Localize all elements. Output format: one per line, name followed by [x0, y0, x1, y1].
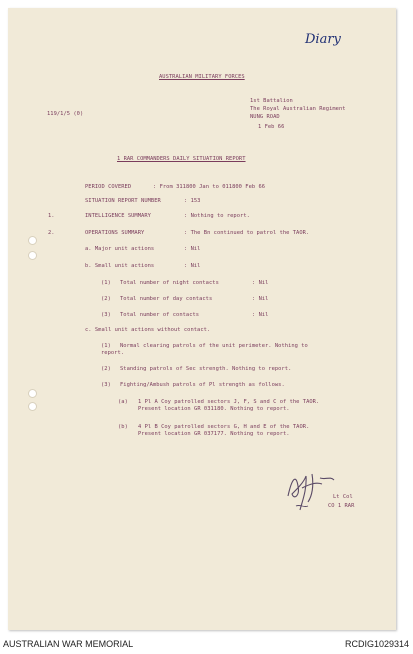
- footer-institution: AUSTRALIAN WAR MEMORIAL: [3, 639, 134, 649]
- signatory-rank: Lt Col: [333, 494, 353, 500]
- subitem-number: (1): [101, 280, 111, 286]
- major-unit-actions-label: a. Major unit actions: [85, 246, 155, 252]
- a-coy-patrol-text: 1 Pl A Coy patrolled sectors J, F, S and C of the TAOR.: [138, 399, 320, 405]
- clearing-patrols-text: Normal clearing patrols of the unit perimeter. Nothing to: [120, 343, 308, 349]
- handwritten-annotation: Diary: [305, 32, 341, 47]
- subitem-number: (3): [101, 382, 111, 388]
- document-heading: AUSTRALIAN MILITARY FORCES: [159, 74, 245, 80]
- subitem-letter: (b): [118, 424, 128, 430]
- item-number: 1.: [48, 213, 55, 219]
- punch-hole: [28, 389, 37, 398]
- major-unit-actions-value: : Nil: [184, 246, 201, 252]
- night-contacts-label: Total number of night contacts: [120, 280, 219, 286]
- intelligence-summary-label: INTELLIGENCE SUMMARY: [85, 213, 151, 219]
- signatory-appointment: CO 1 RAR: [328, 503, 355, 509]
- unit-line-3: NUNG ROAD: [250, 114, 280, 120]
- unit-line-2: The Royal Australian Regiment: [250, 106, 346, 112]
- document-page: [8, 8, 396, 630]
- b-coy-patrol-text-cont: Present location GR 037177. Nothing to report.: [138, 431, 290, 437]
- operations-summary-value: : The Bn continued to patrol the TAOR.: [184, 230, 310, 236]
- subitem-number: (1): [101, 343, 111, 349]
- day-contacts-label: Total number of day contacts: [120, 296, 213, 302]
- operations-summary-label: OPERATIONS SUMMARY: [85, 230, 145, 236]
- report-number-value: : 153: [184, 198, 201, 204]
- ambush-patrols-text: Fighting/Ambush patrols of Pl strength as follows.: [120, 382, 285, 388]
- small-unit-actions-label: b. Small unit actions: [85, 263, 155, 269]
- subitem-number: (2): [101, 296, 111, 302]
- clearing-patrols-text-cont: report.: [101, 350, 125, 356]
- report-number-label: SITUATION REPORT NUMBER: [85, 198, 161, 204]
- unit-line-1: 1st Battalion: [250, 98, 293, 104]
- total-contacts-value: : Nil: [252, 312, 269, 318]
- punch-hole: [28, 402, 37, 411]
- subitem-number: (3): [101, 312, 111, 318]
- actions-without-contact-label: c. Small unit actions without contact.: [85, 327, 211, 333]
- subitem-letter: (a): [118, 399, 128, 405]
- total-contacts-label: Total number of contacts: [120, 312, 200, 318]
- small-unit-actions-value: : Nil: [184, 263, 201, 269]
- punch-hole: [28, 251, 37, 260]
- standing-patrols-text: Standing patrols of Sec strength. Nothing to report.: [120, 366, 292, 372]
- b-coy-patrol-text: 4 Pl B Coy patrolled sectors G, H and E of the TAOR.: [138, 424, 310, 430]
- a-coy-patrol-text-cont: Present location GR 031180. Nothing to report.: [138, 406, 290, 412]
- period-label: PERIOD COVERED: [85, 184, 132, 190]
- report-title: 1 RAR COMMANDERS DAILY SITUATION REPORT: [117, 156, 246, 162]
- punch-hole: [28, 236, 37, 245]
- subitem-number: (2): [101, 366, 111, 372]
- night-contacts-value: : Nil: [252, 280, 269, 286]
- day-contacts-value: : Nil: [252, 296, 269, 302]
- intelligence-summary-value: : Nothing to report.: [184, 213, 250, 219]
- file-reference: 119/1/5 (0): [47, 111, 84, 117]
- document-date: 1 Feb 66: [258, 124, 285, 130]
- footer-record-id: RCDIG1029314: [344, 639, 409, 649]
- item-number: 2.: [48, 230, 55, 236]
- period-value: : From 311800 Jan to 011800 Feb 66: [153, 184, 266, 190]
